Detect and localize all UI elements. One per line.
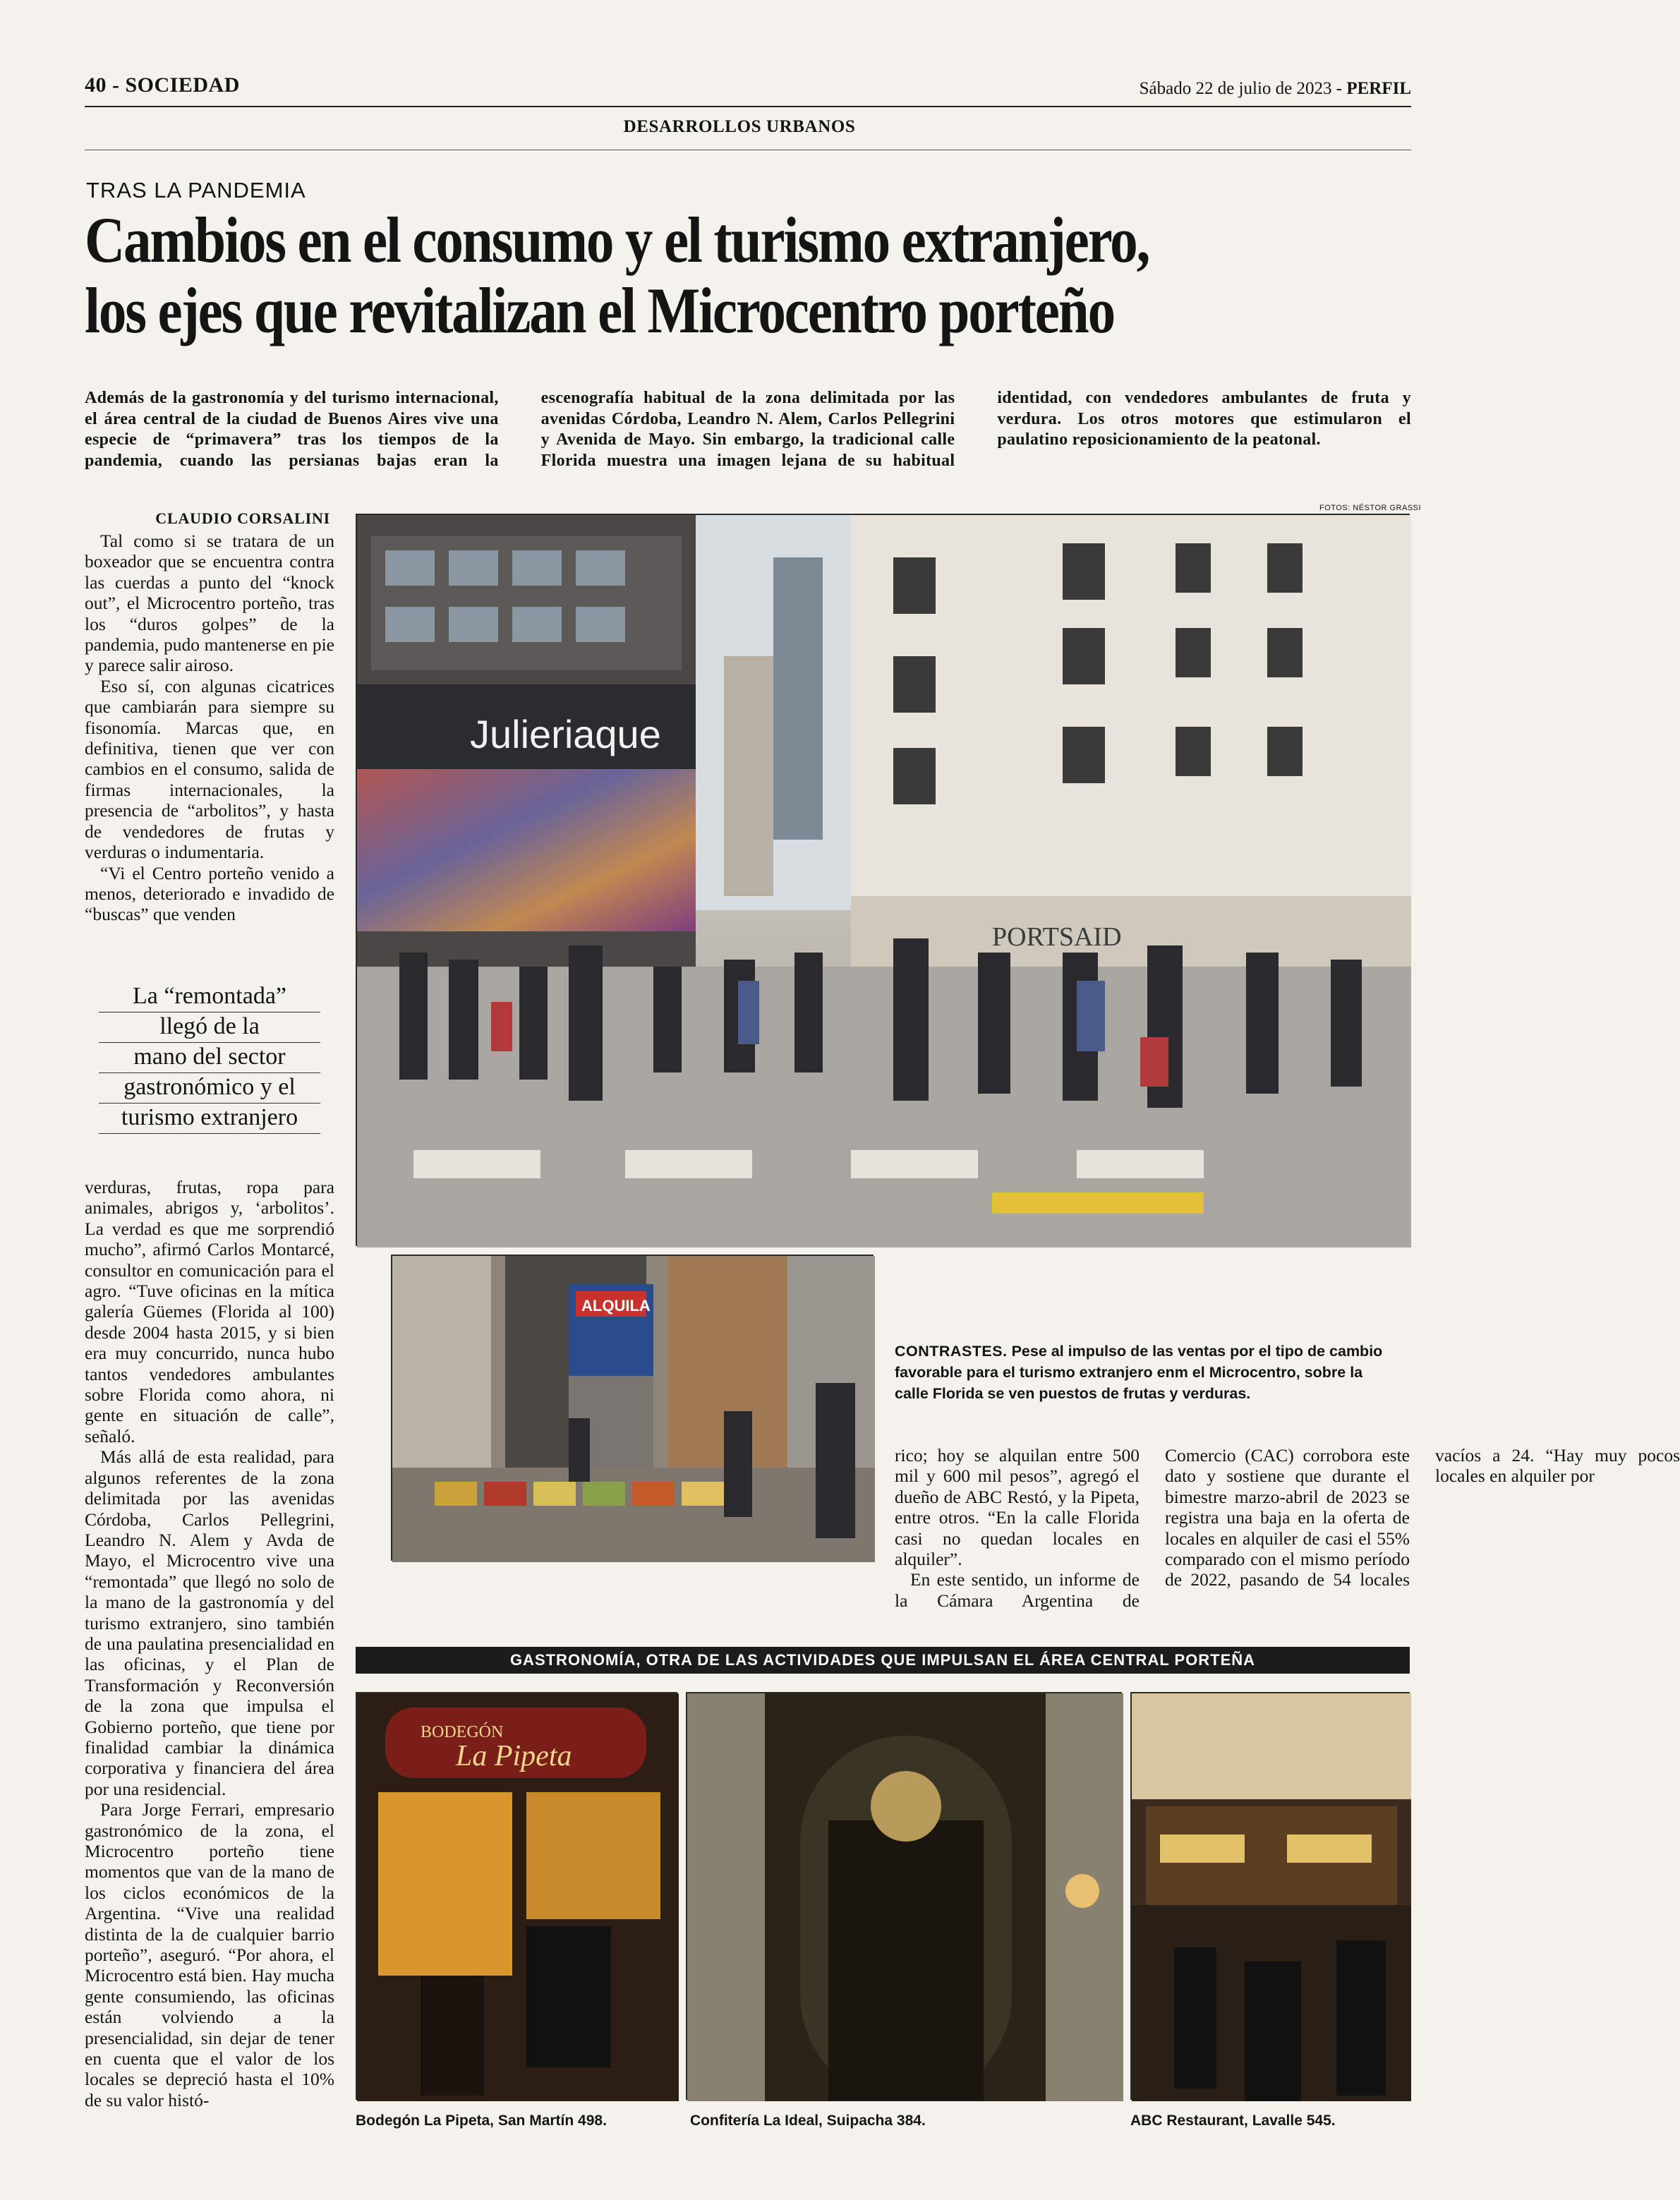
pull-quote — [99, 982, 320, 1134]
paragraph: Más allá de esta realidad, para algunos referentes de la zona delimitada por las avenidas Córdoba, Carlos Pellegrini, Leandro N. Alem y Avda de Mayo, el Microcentro vive una “remontada” que llegó no solo de la mano de la gastronomía y del turismo extranjero, sino también de una paulatina presencialidad en las oficinas, y el Plan de Transformación y Reconversión de la zona que impulsa el Gobierno porteño, que tiene por finalidad cambiar la dinámica corporativa y financiera del área por una residencial. — [85, 1446, 334, 1799]
headline-line-2: los ejes que revitalizan el Microcentro porteño — [85, 274, 1115, 346]
caption-text: Pese al impulso de las ventas por el tipo de cambio favorable para el turismo extranjero enm el Microcentro, sobre la calle Florida se ven puestos de frutas y verduras. — [895, 1343, 1383, 1402]
gallery-photo-la-ideal — [686, 1692, 1122, 2100]
gallery-photo-abc — [1130, 1692, 1410, 2100]
paper-name: PERFIL — [1346, 79, 1411, 98]
body-column-1 — [85, 531, 334, 961]
lead-paragraph: Además de la gastronomía y del turismo internacional, el área central de la ciudad de Buenos Aires vive una especie de “primavera” tras los tiempos de la pandemia, cuando las persianas bajas eran la escenografía habitual de la zona delimitada por las avenidas Córdoba, Leandro N. Alem, Carlos Pellegrini y Avenida de Mayo. Sin embargo, la tradicional calle Florida muestra una imagen lejana de su habitual identidad, con vendedores ambulantes de fruta y verdura. Los otros motores que estimularon el paulatino reposicionamiento de la peatonal. — [85, 389, 1411, 470]
paragraph: “Vi el Centro porteño venido a menos, deteriorado e invadido de “buscas” que venden — [85, 862, 334, 925]
pull-quote-line: La “remontada” — [99, 982, 320, 1013]
page-section-label: 40 - SOCIEDAD — [85, 73, 240, 97]
street-scene-illustration — [357, 515, 1411, 1247]
body-column-mid — [895, 1445, 1680, 1621]
issue-date-text: Sábado 22 de julio de 2023 - — [1139, 79, 1343, 98]
abc-restaurant-illustration — [1132, 1693, 1411, 2101]
store-sign: Julieriaque — [470, 712, 661, 756]
pull-quote-line: turismo extranjero — [99, 1104, 320, 1134]
photo-credit: FOTOS: NÉSTOR GRASSI — [1319, 504, 1422, 512]
bodegon-sign-1: BODEGÓN — [421, 1723, 504, 1741]
bodegon-sign-2: La Pipeta — [456, 1740, 572, 1772]
gallery-caption: ABC Restaurant, Lavalle 545. — [1130, 2113, 1336, 2129]
paragraph: rico; hoy se alquilan entre 500 mil y 600 mil pesos”, agregó el dueño de ABC Restó, y la Pipeta, entre otros. “En la calle Florida casi no quedan locales en alquiler”. — [895, 1445, 1140, 1570]
issue-date — [1140, 79, 1411, 99]
corner-sign: PORTSAID — [992, 922, 1122, 952]
photo-caption-contrast — [895, 1341, 1396, 1404]
headline — [85, 205, 1408, 346]
pull-quote-line: llegó de la — [99, 1013, 320, 1043]
header-rule — [85, 106, 1411, 107]
byline: CLAUDIO CORSALINI — [155, 509, 330, 527]
fruit-stand-illustration — [392, 1256, 875, 1562]
bodegon-illustration — [357, 1693, 679, 2101]
section-label: DESARROLLOS URBANOS — [623, 117, 856, 136]
body-column-2 — [85, 1177, 334, 2158]
paragraph: Para Jorge Ferrari, empresario gastronómico de la zona, el Microcentro porteño tiene momentos que van de la mano de los ciclos económicos de la Argentina. “Vive una realidad distinta de la de cualquier barrio porteño”, aseguró. “Por ahora, el Microcentro está bien. Hay mucha gente consumiendo, las oficinas están volviendo a la presencialidad, sin dejar de tener en cuenta que el valor de los locales se depreció hasta el 10% de su valor histó- — [85, 1799, 334, 2110]
paragraph: Tal como si se tratara de un boxeador que se encuentra contra las cuerdas a punto del “knock out”, el Microcentro porteño, tras los “duros golpes” de la pandemia, pudo mantenerse en pie y parece salir airoso. — [85, 531, 334, 676]
caption-label: CONTRASTES. — [895, 1343, 1008, 1360]
headline-line-1: Cambios en el consumo y el turismo extranjero, — [85, 204, 1149, 276]
main-street-photo — [356, 514, 1410, 1246]
paragraph: Eso sí, con algunas cicatrices que cambiarán para siempre su fisonomía. Marcas que, en definitiva, tienen que ver con cambios en el consumo, salida de firmas internacionales, la presencia de “arbolitos”, y hasta de vendedores de frutas y verduras o indumentaria. — [85, 675, 334, 863]
pull-quote-line: mano del sector — [99, 1043, 320, 1073]
rent-sign: ALQUILA — [581, 1297, 651, 1314]
kicker: TRAS LA PANDEMIA — [86, 178, 306, 203]
confiteria-illustration — [687, 1693, 1123, 2101]
inset-fruit-stand-photo — [391, 1255, 874, 1561]
paragraph: En este sentido, un informe de la Cámara Argentina de Comercio (CAC) corrobora este dato y sostiene que durante el bimestre marzo-abril de 2023 se registra una baja en la oferta de locales en alquiler de casi el 55% comparado con el mismo período de 2022, pasando de 54 locales vacíos a 24. “Hay muy pocos locales en alquiler por — [895, 1445, 1680, 1611]
gallery-caption: Confitería La Ideal, Suipacha 384. — [690, 2113, 926, 2129]
pull-quote-line: gastronómico y el — [99, 1073, 320, 1104]
paragraph: verduras, frutas, ropa para animales, abrigos y, ‘arbolitos’. La verdad es que me sorprendió mucho”, afirmó Carlos Montarcé, consultor en comunicación para el agro. “Tuve oficinas en la mítica galería Güemes (Florida al 100) desde 2004 hasta 2015, y si bien era muy concurrido, nunca hubo tantos vendedores ambulantes sobre Florida como ahora, ni gente en situación de calle”, señaló. — [85, 1177, 334, 1446]
gallery-banner: GASTRONOMÍA, OTRA DE LAS ACTIVIDADES QUE IMPULSAN EL ÁREA CENTRAL PORTEÑA — [356, 1647, 1410, 1674]
gallery-caption: Bodegón La Pipeta, San Martín 498. — [356, 2113, 607, 2129]
gallery-photo-la-pipeta — [356, 1692, 677, 2100]
